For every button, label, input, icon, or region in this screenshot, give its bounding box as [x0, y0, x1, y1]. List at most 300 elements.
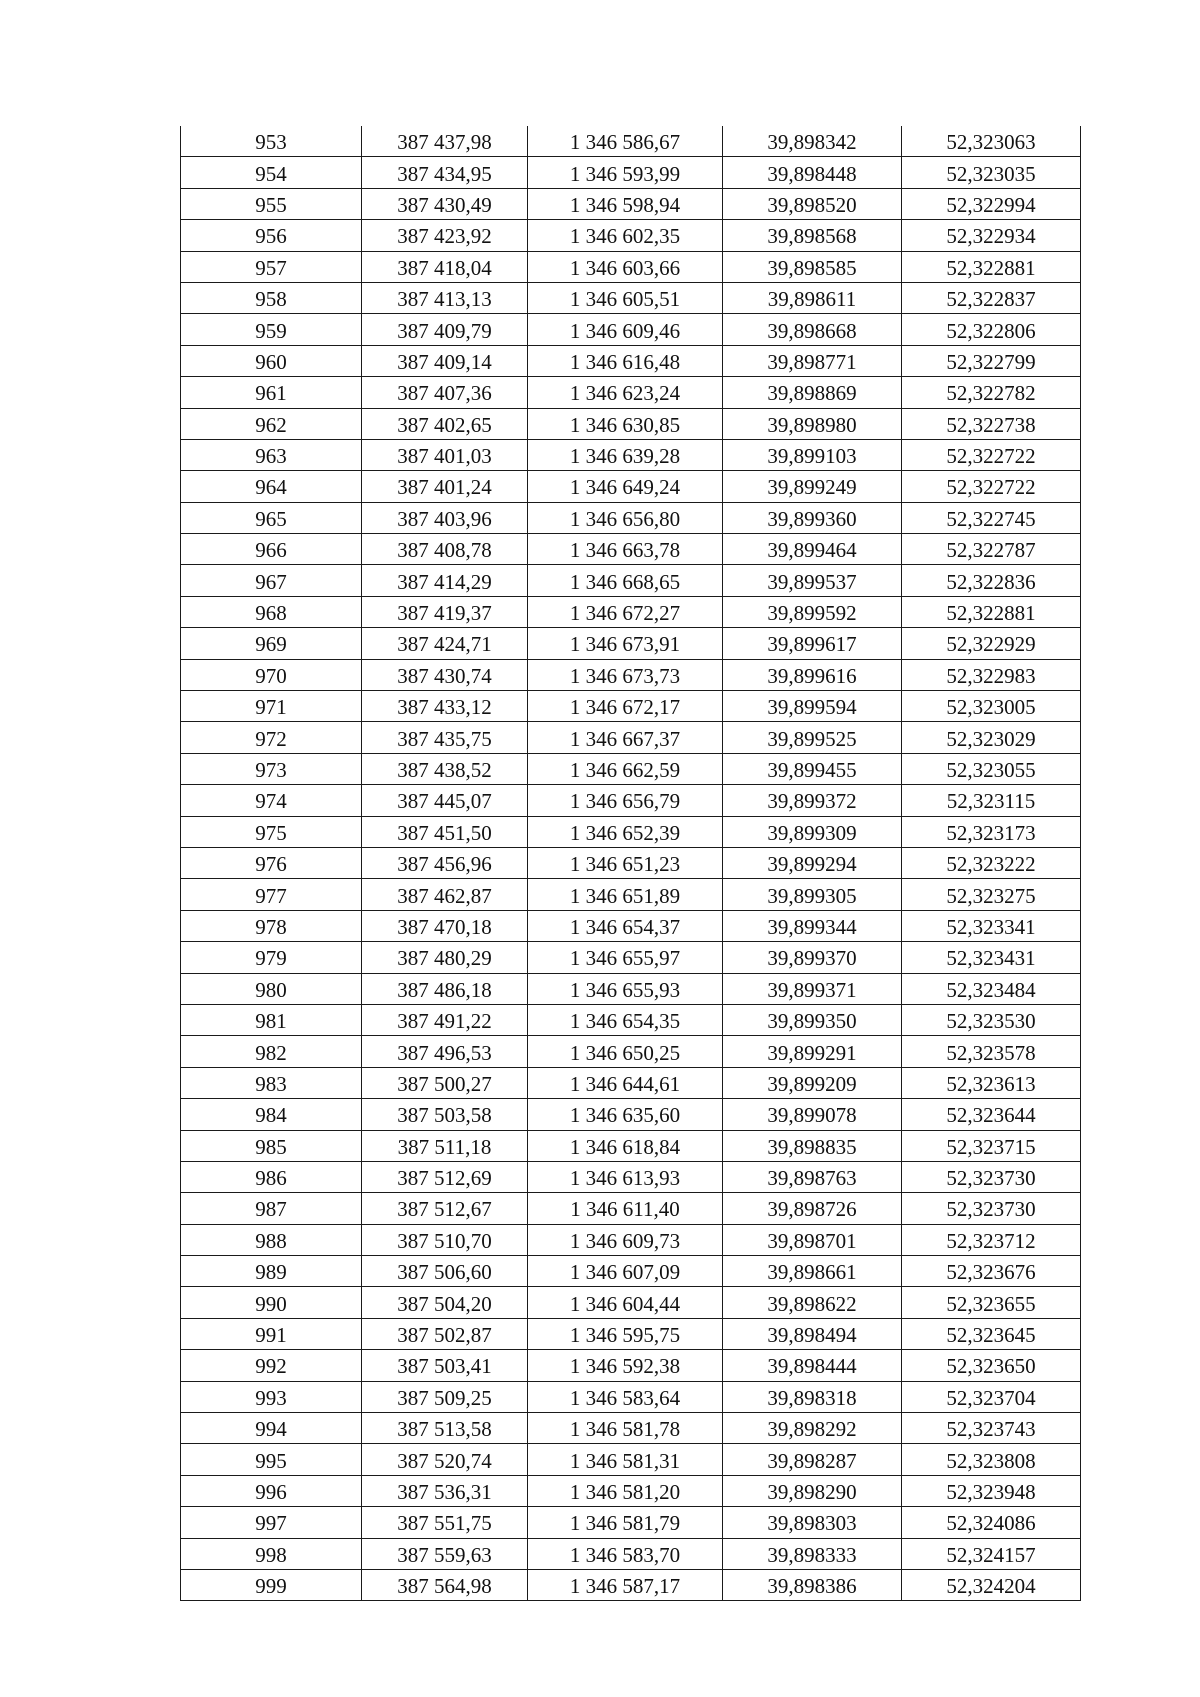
cell-text: 981	[255, 1009, 287, 1034]
y-coordinate-cell	[528, 1507, 723, 1538]
cell-text: 39,899455	[767, 758, 857, 782]
cell-text: 1 346 613,93	[569, 1166, 681, 1191]
latitude-cell	[902, 973, 1081, 1004]
cell-text: 387 424,71	[397, 632, 492, 657]
point-number-cell	[181, 1318, 362, 1349]
latitude-cell	[902, 157, 1081, 188]
cell-text: 979	[255, 946, 287, 971]
cell-text: 39,899525	[767, 726, 857, 751]
cell-text: 1 346 644,61	[569, 1071, 681, 1096]
latitude-cell	[902, 220, 1081, 251]
longitude-cell	[723, 534, 902, 565]
latitude-cell	[902, 251, 1081, 282]
longitude-cell	[723, 188, 902, 219]
longitude-cell	[723, 1224, 902, 1255]
y-coordinate-cell	[528, 1350, 723, 1381]
cell-text: 963	[255, 444, 287, 469]
cell-text: 999	[255, 1574, 287, 1599]
point-number-cell	[181, 1381, 362, 1412]
longitude-cell	[723, 785, 902, 816]
x-coordinate-cell	[362, 251, 528, 282]
cell-text: 39,898520	[767, 192, 857, 217]
cell-text: 39,898622	[767, 1291, 857, 1316]
point-number-cell	[181, 1130, 362, 1161]
longitude-cell	[723, 973, 902, 1004]
cell-text: 52,322983	[946, 663, 1036, 688]
longitude-cell	[723, 1130, 902, 1161]
latitude-cell	[902, 1350, 1081, 1381]
cell-text: 1 346 651,89	[569, 883, 681, 908]
longitude-cell	[723, 1256, 902, 1287]
cell-text: 39,898661	[767, 1260, 857, 1285]
cell-text: 39,899078	[767, 1103, 857, 1128]
cell-text: 39,898585	[767, 255, 857, 280]
latitude-cell	[902, 502, 1081, 533]
x-coordinate-cell	[362, 1444, 528, 1475]
longitude-cell	[723, 722, 902, 753]
table-row	[181, 1067, 1081, 1098]
x-coordinate-cell	[362, 785, 528, 816]
cell-text: 39,899344	[767, 914, 857, 939]
table-row	[181, 439, 1081, 470]
cell-text: 52,323730	[946, 1197, 1036, 1222]
longitude-cell	[723, 847, 902, 878]
cell-text: 1 346 611,40	[570, 1197, 680, 1222]
table-row	[181, 722, 1081, 753]
table-row	[181, 785, 1081, 816]
table-row	[181, 565, 1081, 596]
cell-text: 959	[255, 318, 287, 343]
longitude-cell	[723, 439, 902, 470]
cell-text: 52,322806	[946, 318, 1036, 343]
cell-text: 387 491,22	[397, 1009, 492, 1034]
cell-text: 1 346 587,17	[569, 1574, 681, 1599]
cell-text: 39,899360	[767, 506, 857, 531]
cell-text: 387 407,36	[397, 381, 492, 406]
point-number-cell	[181, 565, 362, 596]
cell-text: 1 346 650,25	[569, 1040, 681, 1065]
y-coordinate-cell	[528, 1193, 723, 1224]
cell-text: 39,899370	[767, 946, 857, 971]
x-coordinate-cell	[362, 471, 528, 502]
latitude-cell	[902, 942, 1081, 973]
latitude-cell	[902, 1099, 1081, 1130]
table-row	[181, 973, 1081, 1004]
cell-text: 39,899372	[767, 789, 857, 814]
cell-text: 39,899371	[767, 977, 857, 1002]
cell-text: 39,899464	[767, 538, 857, 563]
y-coordinate-cell	[528, 942, 723, 973]
y-coordinate-cell	[528, 596, 723, 627]
point-number-cell	[181, 910, 362, 941]
table-row	[181, 1444, 1081, 1475]
cell-text: 52,323743	[946, 1417, 1036, 1442]
longitude-cell	[723, 1099, 902, 1130]
y-coordinate-cell	[528, 1569, 723, 1600]
longitude-cell	[723, 1350, 902, 1381]
x-coordinate-cell	[362, 1161, 528, 1192]
cell-text: 1 346 604,44	[569, 1291, 681, 1316]
cell-text: 387 456,96	[397, 852, 492, 877]
latitude-cell	[902, 439, 1081, 470]
longitude-cell	[723, 1161, 902, 1192]
cell-text: 387 451,50	[397, 820, 492, 845]
cell-text: 991	[255, 1323, 287, 1348]
y-coordinate-cell	[528, 377, 723, 408]
latitude-cell	[902, 126, 1081, 157]
longitude-cell	[723, 471, 902, 502]
table-row	[181, 251, 1081, 282]
x-coordinate-cell	[362, 534, 528, 565]
cell-text: 387 512,69	[397, 1166, 492, 1191]
latitude-cell	[902, 1475, 1081, 1506]
latitude-cell	[902, 1569, 1081, 1600]
cell-text: 1 346 609,46	[569, 318, 681, 343]
point-number-cell	[181, 628, 362, 659]
cell-text: 52,322836	[946, 569, 1036, 594]
cell-text: 987	[255, 1197, 287, 1222]
cell-text: 52,323530	[946, 1009, 1036, 1034]
cell-text: 39,898386	[767, 1574, 857, 1599]
longitude-cell	[723, 1067, 902, 1098]
latitude-cell	[902, 659, 1081, 690]
cell-text: 387 437,98	[397, 130, 492, 155]
latitude-cell	[902, 722, 1081, 753]
cell-text: 387 520,74	[397, 1448, 492, 1473]
cell-text: 1 346 609,73	[569, 1228, 681, 1253]
cell-text: 52,323613	[946, 1071, 1036, 1096]
cell-text: 1 346 581,31	[569, 1448, 681, 1473]
longitude-cell	[723, 879, 902, 910]
table-row	[181, 1130, 1081, 1161]
x-coordinate-cell	[362, 1004, 528, 1035]
cell-text: 1 346 598,94	[569, 192, 681, 217]
point-number-cell	[181, 534, 362, 565]
x-coordinate-cell	[362, 973, 528, 1004]
latitude-cell	[902, 282, 1081, 313]
cell-text: 1 346 583,64	[569, 1385, 681, 1410]
cell-text: 39,898448	[767, 161, 857, 186]
cell-text: 1 346 581,78	[569, 1417, 681, 1442]
table-row	[181, 1569, 1081, 1600]
cell-text: 39,899350	[767, 1009, 857, 1034]
longitude-cell	[723, 377, 902, 408]
x-coordinate-cell	[362, 942, 528, 973]
point-number-cell	[181, 659, 362, 690]
cell-text: 962	[255, 412, 287, 437]
cell-text: 387 409,14	[397, 349, 492, 374]
cell-text: 387 502,87	[397, 1323, 492, 1348]
y-coordinate-cell	[528, 1256, 723, 1287]
cell-text: 52,323063	[946, 130, 1036, 155]
latitude-cell	[902, 1004, 1081, 1035]
table-row	[181, 1099, 1081, 1130]
latitude-cell	[902, 1193, 1081, 1224]
cell-text: 52,323808	[946, 1448, 1036, 1473]
cell-text: 990	[255, 1291, 287, 1316]
latitude-cell	[902, 628, 1081, 659]
cell-text: 52,322799	[946, 349, 1036, 374]
latitude-cell	[902, 314, 1081, 345]
cell-text: 39,899592	[767, 601, 857, 626]
cell-text: 39,898835	[767, 1134, 857, 1159]
y-coordinate-cell	[528, 565, 723, 596]
cell-text: 387 403,96	[397, 506, 492, 531]
table-row	[181, 1381, 1081, 1412]
cell-text: 52,323055	[946, 758, 1036, 782]
y-coordinate-cell	[528, 188, 723, 219]
cell-text: 978	[255, 914, 287, 939]
coordinates-table-body	[181, 126, 1081, 1601]
cell-text: 39,898292	[767, 1417, 857, 1442]
cell-text: 1 346 581,79	[569, 1511, 681, 1536]
longitude-cell	[723, 282, 902, 313]
point-number-cell	[181, 439, 362, 470]
x-coordinate-cell	[362, 377, 528, 408]
cell-text: 1 346 593,99	[569, 161, 681, 186]
x-coordinate-cell	[362, 1507, 528, 1538]
longitude-cell	[723, 1475, 902, 1506]
cell-text: 956	[255, 224, 287, 249]
cell-text: 1 346 630,85	[569, 412, 681, 437]
table-row	[181, 1193, 1081, 1224]
y-coordinate-cell	[528, 157, 723, 188]
table-row	[181, 220, 1081, 251]
point-number-cell	[181, 1161, 362, 1192]
x-coordinate-cell	[362, 691, 528, 722]
cell-text: 995	[255, 1448, 287, 1473]
latitude-cell	[902, 753, 1081, 784]
cell-text: 52,323712	[946, 1228, 1036, 1253]
cell-text: 992	[255, 1354, 287, 1379]
y-coordinate-cell	[528, 1381, 723, 1412]
cell-text: 997	[255, 1511, 287, 1536]
cell-text: 387 470,18	[397, 914, 492, 939]
cell-text: 52,324204	[946, 1574, 1036, 1599]
cell-text: 977	[255, 883, 287, 908]
cell-text: 39,898763	[767, 1166, 857, 1191]
latitude-cell	[902, 910, 1081, 941]
cell-text: 984	[255, 1103, 287, 1128]
x-coordinate-cell	[362, 1130, 528, 1161]
latitude-cell	[902, 408, 1081, 439]
longitude-cell	[723, 659, 902, 690]
cell-text: 1 346 581,20	[569, 1479, 681, 1504]
cell-text: 1 346 654,35	[569, 1009, 681, 1034]
cell-text: 1 346 668,65	[569, 569, 681, 594]
latitude-cell	[902, 534, 1081, 565]
cell-text: 1 346 655,93	[569, 977, 681, 1002]
cell-text: 966	[255, 538, 287, 563]
cell-text: 1 346 651,23	[569, 852, 681, 877]
table-row	[181, 314, 1081, 345]
cell-text: 387 509,25	[397, 1385, 492, 1410]
latitude-cell	[902, 1507, 1081, 1538]
y-coordinate-cell	[528, 879, 723, 910]
cell-text: 39,898287	[767, 1448, 857, 1473]
cell-text: 387 401,03	[397, 444, 492, 469]
point-number-cell	[181, 188, 362, 219]
x-coordinate-cell	[362, 816, 528, 847]
cell-text: 387 438,52	[397, 758, 492, 782]
cell-text: 52,322787	[946, 538, 1036, 563]
x-coordinate-cell	[362, 1287, 528, 1318]
x-coordinate-cell	[362, 1569, 528, 1600]
cell-text: 52,322745	[946, 506, 1036, 531]
cell-text: 39,899617	[767, 632, 857, 657]
cell-text: 974	[255, 789, 287, 814]
y-coordinate-cell	[528, 1099, 723, 1130]
x-coordinate-cell	[362, 126, 528, 157]
table-row	[181, 1161, 1081, 1192]
table-row	[181, 282, 1081, 313]
table-row	[181, 126, 1081, 157]
table-row	[181, 188, 1081, 219]
y-coordinate-cell	[528, 691, 723, 722]
x-coordinate-cell	[362, 1256, 528, 1287]
point-number-cell	[181, 345, 362, 376]
cell-text: 988	[255, 1228, 287, 1253]
x-coordinate-cell	[362, 565, 528, 596]
cell-text: 387 414,29	[397, 569, 492, 594]
cell-text: 387 402,65	[397, 412, 492, 437]
cell-text: 39,898494	[767, 1323, 857, 1348]
cell-text: 968	[255, 601, 287, 626]
cell-text: 957	[255, 255, 287, 280]
y-coordinate-cell	[528, 659, 723, 690]
cell-text: 52,323644	[946, 1103, 1036, 1128]
cell-text: 387 480,29	[397, 946, 492, 971]
longitude-cell	[723, 1413, 902, 1444]
table-row	[181, 596, 1081, 627]
cell-text: 52,323645	[946, 1323, 1036, 1348]
cell-text: 52,323715	[946, 1134, 1036, 1159]
longitude-cell	[723, 1381, 902, 1412]
x-coordinate-cell	[362, 439, 528, 470]
cell-text: 1 346 635,60	[569, 1103, 681, 1128]
cell-text: 52,323578	[946, 1040, 1036, 1065]
cell-text: 1 346 663,78	[569, 538, 681, 563]
longitude-cell	[723, 220, 902, 251]
cell-text: 387 551,75	[397, 1511, 492, 1536]
table-row	[181, 157, 1081, 188]
latitude-cell	[902, 1036, 1081, 1067]
table-row	[181, 1350, 1081, 1381]
point-number-cell	[181, 1287, 362, 1318]
x-coordinate-cell	[362, 1193, 528, 1224]
cell-text: 39,899537	[767, 569, 857, 594]
point-number-cell	[181, 1004, 362, 1035]
longitude-cell	[723, 1444, 902, 1475]
cell-text: 52,323275	[946, 883, 1036, 908]
point-number-cell	[181, 691, 362, 722]
x-coordinate-cell	[362, 1381, 528, 1412]
x-coordinate-cell	[362, 910, 528, 941]
point-number-cell	[181, 1507, 362, 1538]
cell-text: 971	[255, 695, 287, 720]
point-number-cell	[181, 1067, 362, 1098]
cell-text: 1 346 592,38	[569, 1354, 681, 1379]
x-coordinate-cell	[362, 1067, 528, 1098]
longitude-cell	[723, 1004, 902, 1035]
table-row	[181, 1538, 1081, 1569]
cell-text: 1 346 656,80	[569, 506, 681, 531]
point-number-cell	[181, 1413, 362, 1444]
cell-text: 387 433,12	[397, 695, 492, 720]
cell-text: 52,322881	[946, 601, 1036, 626]
latitude-cell	[902, 345, 1081, 376]
cell-text: 52,323650	[946, 1354, 1036, 1379]
cell-text: 387 419,37	[397, 601, 492, 626]
cell-text: 387 504,20	[397, 1291, 492, 1316]
y-coordinate-cell	[528, 910, 723, 941]
longitude-cell	[723, 1318, 902, 1349]
cell-text: 1 346 673,91	[569, 632, 681, 657]
cell-text: 39,898701	[767, 1228, 857, 1253]
point-number-cell	[181, 126, 362, 157]
point-number-cell	[181, 722, 362, 753]
cell-text: 387 503,41	[397, 1354, 492, 1379]
longitude-cell	[723, 126, 902, 157]
point-number-cell	[181, 314, 362, 345]
cell-text: 39,898290	[767, 1479, 857, 1504]
longitude-cell	[723, 1569, 902, 1600]
cell-text: 52,323676	[946, 1260, 1036, 1285]
y-coordinate-cell	[528, 1318, 723, 1349]
cell-text: 958	[255, 287, 287, 312]
y-coordinate-cell	[528, 534, 723, 565]
cell-text: 387 513,58	[397, 1417, 492, 1442]
table-row	[181, 1224, 1081, 1255]
cell-text: 1 346 586,67	[569, 130, 681, 155]
latitude-cell	[902, 1318, 1081, 1349]
table-row	[181, 847, 1081, 878]
point-number-cell	[181, 502, 362, 533]
cell-text: 387 500,27	[397, 1071, 492, 1096]
point-number-cell	[181, 596, 362, 627]
cell-text: 387 423,92	[397, 224, 492, 249]
cell-text: 1 346 662,59	[569, 758, 681, 782]
table-row	[181, 408, 1081, 439]
point-number-cell	[181, 282, 362, 313]
longitude-cell	[723, 502, 902, 533]
longitude-cell	[723, 1507, 902, 1538]
table-row	[181, 1413, 1081, 1444]
point-number-cell	[181, 1224, 362, 1255]
cell-text: 52,323029	[946, 726, 1036, 751]
cell-text: 387 559,63	[397, 1542, 492, 1567]
table-row	[181, 1507, 1081, 1538]
cell-text: 52,323948	[946, 1479, 1036, 1504]
cell-text: 1 346 583,70	[569, 1542, 681, 1567]
table-row	[181, 1475, 1081, 1506]
cell-text: 52,324086	[946, 1511, 1036, 1536]
cell-text: 387 408,78	[397, 538, 492, 563]
y-coordinate-cell	[528, 628, 723, 659]
longitude-cell	[723, 1287, 902, 1318]
y-coordinate-cell	[528, 1036, 723, 1067]
y-coordinate-cell	[528, 722, 723, 753]
longitude-cell	[723, 1193, 902, 1224]
point-number-cell	[181, 1036, 362, 1067]
table-row	[181, 534, 1081, 565]
cell-text: 39,899309	[767, 820, 857, 845]
cell-text: 387 435,75	[397, 726, 492, 751]
cell-text: 52,323173	[946, 820, 1036, 845]
cell-text: 980	[255, 977, 287, 1002]
latitude-cell	[902, 565, 1081, 596]
y-coordinate-cell	[528, 126, 723, 157]
